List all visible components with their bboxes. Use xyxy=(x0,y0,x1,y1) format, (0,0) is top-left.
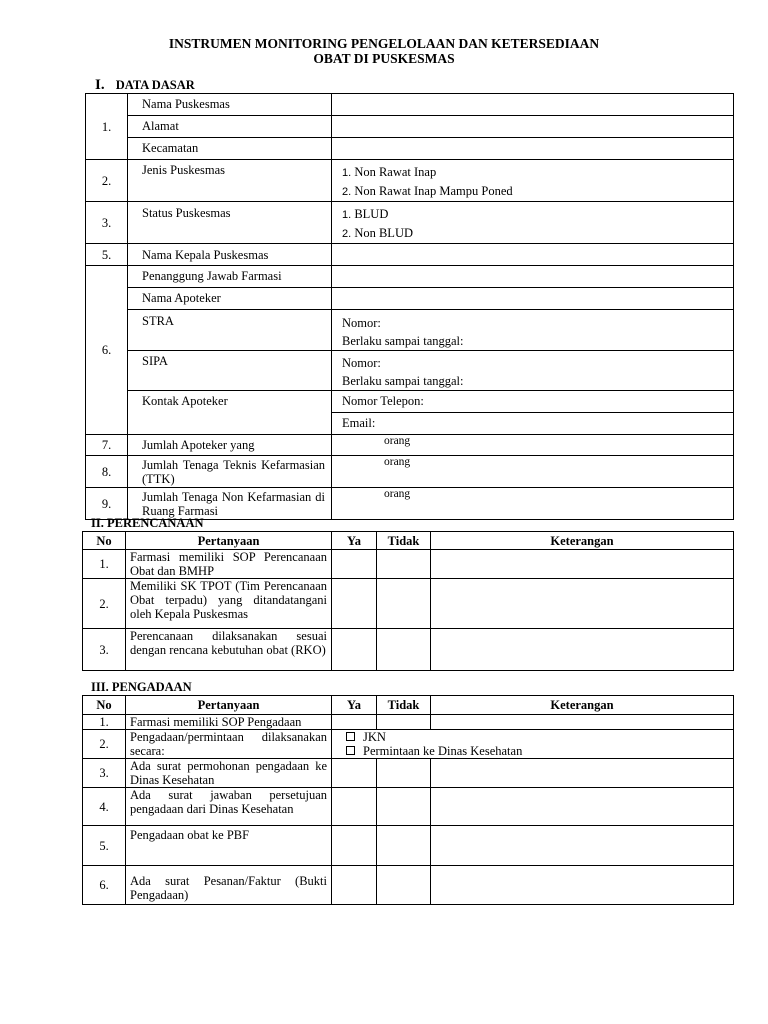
ya-cell[interactable] xyxy=(332,579,377,629)
status-option-2[interactable]: 2. Non BLUD xyxy=(342,226,413,240)
header-ya: Ya xyxy=(332,532,377,550)
table-row xyxy=(83,759,734,788)
keterangan-cell[interactable] xyxy=(431,788,734,826)
label-sipa: SIPA xyxy=(128,351,332,391)
row-number: 2. xyxy=(83,730,126,759)
ya-cell[interactable] xyxy=(332,715,377,730)
stra-berlaku-label: Berlaku sampai tanggal: xyxy=(342,334,464,348)
header-ya: Ya xyxy=(332,696,377,715)
keterangan-cell[interactable] xyxy=(431,550,734,579)
label-kontak-apoteker: Kontak Apoteker xyxy=(128,391,332,435)
email-label: Email: xyxy=(342,416,376,430)
tidak-cell[interactable] xyxy=(377,788,431,826)
jenis-puskesmas-options xyxy=(332,160,734,202)
keterangan-cell[interactable] xyxy=(431,826,734,866)
keterangan-cell[interactable] xyxy=(431,715,734,730)
sipa-berlaku-label: Berlaku sampai tanggal: xyxy=(342,374,464,388)
email-field[interactable] xyxy=(332,413,734,435)
header-keterangan: Keterangan xyxy=(431,532,734,550)
header-tidak: Tidak xyxy=(377,696,431,715)
status-option-1[interactable]: 1. BLUD xyxy=(342,207,389,221)
tidak-cell[interactable] xyxy=(377,579,431,629)
section1-roman: I. xyxy=(95,77,105,93)
pengadaan-table xyxy=(82,695,734,905)
jumlah-apoteker-field[interactable] xyxy=(332,435,734,456)
stra-field[interactable] xyxy=(332,310,734,351)
label-stra: STRA xyxy=(128,310,332,351)
header-pertanyaan: Pertanyaan xyxy=(126,532,332,550)
keterangan-cell[interactable] xyxy=(431,866,734,905)
document-title-line1: INSTRUMEN MONITORING PENGELOLAAN DAN KETERSEDIAAN xyxy=(168,36,600,51)
row-number: 4. xyxy=(83,788,126,826)
question-text: Ada surat Pesanan/Faktur (Bukti Pengadaan) xyxy=(126,866,332,905)
row-number: 2. xyxy=(83,579,126,629)
question-text: Ada surat jawaban persetujuan pengadaan dari Dinas Kesehatan xyxy=(126,788,332,826)
jumlah-ttk-field[interactable] xyxy=(332,456,734,488)
jenis-option-2[interactable]: 2. Non Rawat Inap Mampu Poned xyxy=(342,184,513,198)
section2-heading: II. PERENCANAAN xyxy=(91,516,204,530)
perencanaan-table xyxy=(82,531,734,671)
label-jumlah-ttk: Jumlah Tenaga Teknis Kefarmasian (TTK) xyxy=(128,456,332,488)
header-tidak: Tidak xyxy=(377,532,431,550)
label-penanggung-jawab: Penanggung Jawab Farmasi xyxy=(128,266,332,288)
option-jkn[interactable]: JKN xyxy=(346,730,729,744)
keterangan-cell[interactable] xyxy=(431,759,734,788)
telepon-label: Nomor Telepon: xyxy=(342,394,424,408)
option-dinas[interactable]: Permintaan ke Dinas Kesehatan xyxy=(346,744,729,758)
ya-cell[interactable] xyxy=(332,826,377,866)
tidak-cell[interactable] xyxy=(377,866,431,905)
section1-heading xyxy=(95,77,195,94)
row-number: 8. xyxy=(86,456,128,488)
row-number: 2. xyxy=(86,160,128,202)
ya-cell[interactable] xyxy=(332,629,377,671)
row-number: 7. xyxy=(86,435,128,456)
table-row xyxy=(83,550,734,579)
row-number: 6. xyxy=(86,266,128,435)
table-row xyxy=(83,579,734,629)
status-puskesmas-options xyxy=(332,202,734,244)
keterangan-cell[interactable] xyxy=(431,579,734,629)
tidak-cell[interactable] xyxy=(377,759,431,788)
telepon-field[interactable] xyxy=(332,391,734,413)
sipa-nomor-label: Nomor: xyxy=(342,356,381,370)
label-alamat: Alamat xyxy=(128,116,332,138)
unit-orang: orang xyxy=(384,456,411,468)
section3-heading: III. PENGADAAN xyxy=(91,680,192,694)
row-number: 3. xyxy=(83,629,126,671)
tidak-cell[interactable] xyxy=(377,715,431,730)
checkbox-icon[interactable] xyxy=(346,746,355,755)
label-jenis-puskesmas: Jenis Puskesmas xyxy=(128,160,332,202)
question-text: Farmasi memiliki SOP Perencanaan Obat dan BMHP xyxy=(126,550,332,579)
stra-nomor-label: Nomor: xyxy=(342,316,381,330)
data-dasar-table xyxy=(85,93,734,520)
label-nama-apoteker: Nama Apoteker xyxy=(128,288,332,310)
ya-cell[interactable] xyxy=(332,866,377,905)
kecamatan-field[interactable] xyxy=(332,138,734,160)
unit-orang: orang xyxy=(384,435,411,447)
question-text: Perencanaan dilaksanakan sesuai dengan rencana kebutuhan obat (RKO) xyxy=(126,629,332,671)
table-row xyxy=(83,715,734,730)
table-row xyxy=(83,730,734,759)
tidak-cell[interactable] xyxy=(377,550,431,579)
table-row xyxy=(83,788,734,826)
row-number: 5. xyxy=(83,826,126,866)
label-jumlah-non: Jumlah Tenaga Non Kefarmasian di Ruang Farmasi xyxy=(128,488,332,520)
label-nama-puskesmas: Nama Puskesmas xyxy=(128,94,332,116)
tidak-cell[interactable] xyxy=(377,826,431,866)
header-no: No xyxy=(83,532,126,550)
sipa-field[interactable] xyxy=(332,351,734,391)
checkbox-icon[interactable] xyxy=(346,732,355,741)
header-keterangan: Keterangan xyxy=(431,696,734,715)
label-jumlah-apoteker: Jumlah Apoteker yang xyxy=(128,435,332,456)
label-nama-kepala: Nama Kepala Puskesmas xyxy=(128,244,332,266)
header-pertanyaan: Pertanyaan xyxy=(126,696,332,715)
table-row xyxy=(83,629,734,671)
row-number: 3. xyxy=(86,202,128,244)
ya-cell[interactable] xyxy=(332,550,377,579)
alamat-field[interactable] xyxy=(332,116,734,138)
table-row xyxy=(83,826,734,866)
jumlah-non-field[interactable] xyxy=(332,488,734,520)
ya-cell[interactable] xyxy=(332,788,377,826)
nama-puskesmas-field[interactable] xyxy=(332,94,734,116)
question-text: Pengadaan/permintaan dilaksanakan secara: xyxy=(126,730,332,759)
section1-title: DATA DASAR xyxy=(115,78,195,92)
row-number: 3. xyxy=(83,759,126,788)
nama-kepala-field[interactable] xyxy=(332,244,734,266)
row-number: 9. xyxy=(86,488,128,520)
nama-apoteker-field[interactable] xyxy=(332,288,734,310)
label-kecamatan: Kecamatan xyxy=(128,138,332,160)
header-no: No xyxy=(83,696,126,715)
keterangan-cell[interactable] xyxy=(431,629,734,671)
question-text: Pengadaan obat ke PBF xyxy=(126,826,332,866)
row-number: 5. xyxy=(86,244,128,266)
row-number: 1. xyxy=(86,94,128,160)
ya-cell[interactable] xyxy=(332,759,377,788)
penanggung-jawab-field[interactable] xyxy=(332,266,734,288)
jenis-option-1[interactable]: 1. Non Rawat Inap xyxy=(342,165,437,179)
unit-orang: orang xyxy=(384,488,411,500)
pengadaan-options xyxy=(332,730,734,759)
question-text: Farmasi memiliki SOP Pengadaan xyxy=(126,715,332,730)
label-status-puskesmas: Status Puskesmas xyxy=(128,202,332,244)
row-number: 1. xyxy=(83,550,126,579)
question-text: Memiliki SK TPOT (Tim Perencanaan Obat terpadu) yang ditandatangani oleh Kepala Puskesmas xyxy=(126,579,332,629)
document-title-line2: OBAT DI PUSKESMAS xyxy=(313,51,455,66)
row-number: 1. xyxy=(83,715,126,730)
question-text: Ada surat permohonan pengadaan ke Dinas Kesehatan xyxy=(126,759,332,788)
row-number: 6. xyxy=(83,866,126,905)
table-row xyxy=(83,866,734,905)
tidak-cell[interactable] xyxy=(377,629,431,671)
